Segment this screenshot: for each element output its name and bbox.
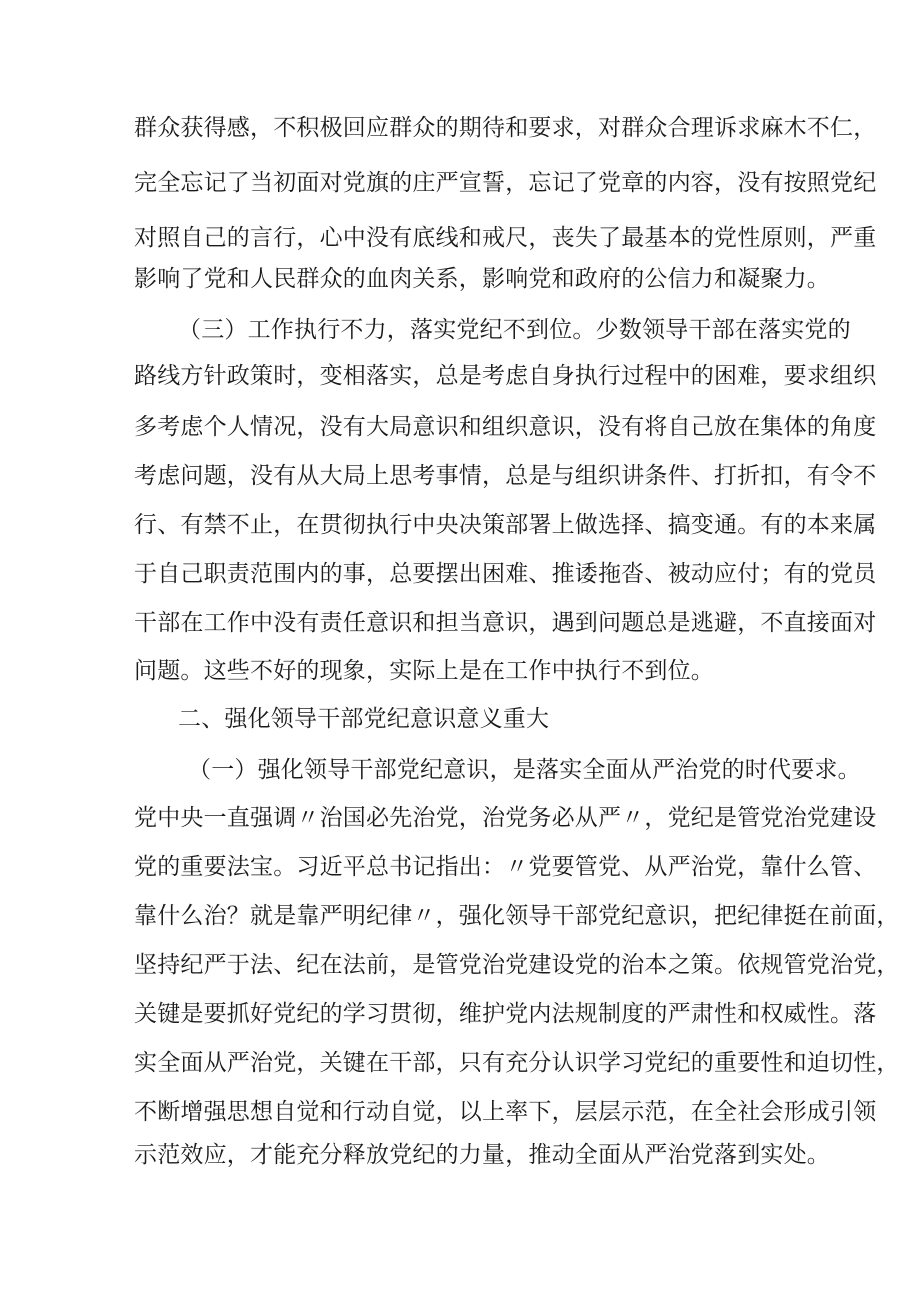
body-text-line: 影响了党和人民群众的血肉关系，影响党和政府的公信力和凝聚力。 <box>134 266 830 292</box>
body-text-line: 群众获得感，不积极回应群众的期待和要求，对群众合理诉求麻木不仁， <box>134 115 877 141</box>
section-heading-two: 二、强化领导干部党纪意识意义重大 <box>178 706 550 732</box>
body-text-line: 多考虑个人情况，没有大局意识和组织意识，没有将自己放在集体的角度 <box>134 414 877 440</box>
body-text-line: 对照自己的言行，心中没有底线和戒尺，丧失了最基本的党性原则，严重 <box>134 225 877 251</box>
body-text-line: 行、有禁不止，在贯彻执行中央决策部署上做选择、搞变通。有的本来属 <box>134 512 877 538</box>
body-text-line: 坚持纪严于法、纪在法前，是管党治党建设党的治本之策。依规管党治党， <box>134 952 900 978</box>
body-text-line: 党中央一直强调〃治国必先治党，治党务必从严〃，党纪是管党治党建设 <box>134 805 877 831</box>
body-text-line: 路线方针政策时，变相落实，总是考虑自身执行过程中的困难，要求组织 <box>134 363 877 389</box>
body-text-line: 考虑问题，没有从大局上思考事情，总是与组织讲条件、打折扣，有令不 <box>134 463 877 489</box>
body-text-line: 靠什么治？就是靠严明纪律〃，强化领导干部党纪意识，把纪律挺在前面， <box>134 903 900 929</box>
body-text-line: 于自己职责范围内的事，总要摆出困难、推诿拖沓、被动应付；有的党员 <box>134 561 877 587</box>
body-text-line: 干部在工作中没有责任意识和担当意识，遇到问题总是逃避，不直接面对 <box>134 610 877 636</box>
body-text-line: 党的重要法宝。习近平总书记指出：〃党要管党、从严治党，靠什么管、 <box>134 854 877 880</box>
body-text-line: 问题。这些不好的现象，实际上是在工作中执行不到位。 <box>134 658 714 684</box>
subsection-heading-one: （一）强化领导干部党纪意识，是落实全面从严治党的时代要求。 <box>188 757 861 783</box>
section-heading-three: （三）工作执行不力，落实党纪不到位。少数领导干部在落实党的 <box>178 317 851 343</box>
body-text-line: 实全面从严治党，关键在干部，只有充分认识学习党纪的重要性和迫切性， <box>134 1050 900 1076</box>
body-text-line: 不断增强思想自觉和行动自觉，以上率下，层层示范，在全社会形成引领 <box>134 1099 877 1125</box>
body-text-line: 关键是要抓好党纪的学习贯彻，维护党内法规制度的严肃性和权威性。落 <box>134 1001 877 1027</box>
body-text-line: 完全忘记了当初面对党旗的庄严宣誓，忘记了党章的内容，没有按照党纪 <box>134 170 877 196</box>
body-text-line: 示范效应，才能充分释放党纪的力量，推动全面从严治党落到实处。 <box>134 1142 830 1168</box>
